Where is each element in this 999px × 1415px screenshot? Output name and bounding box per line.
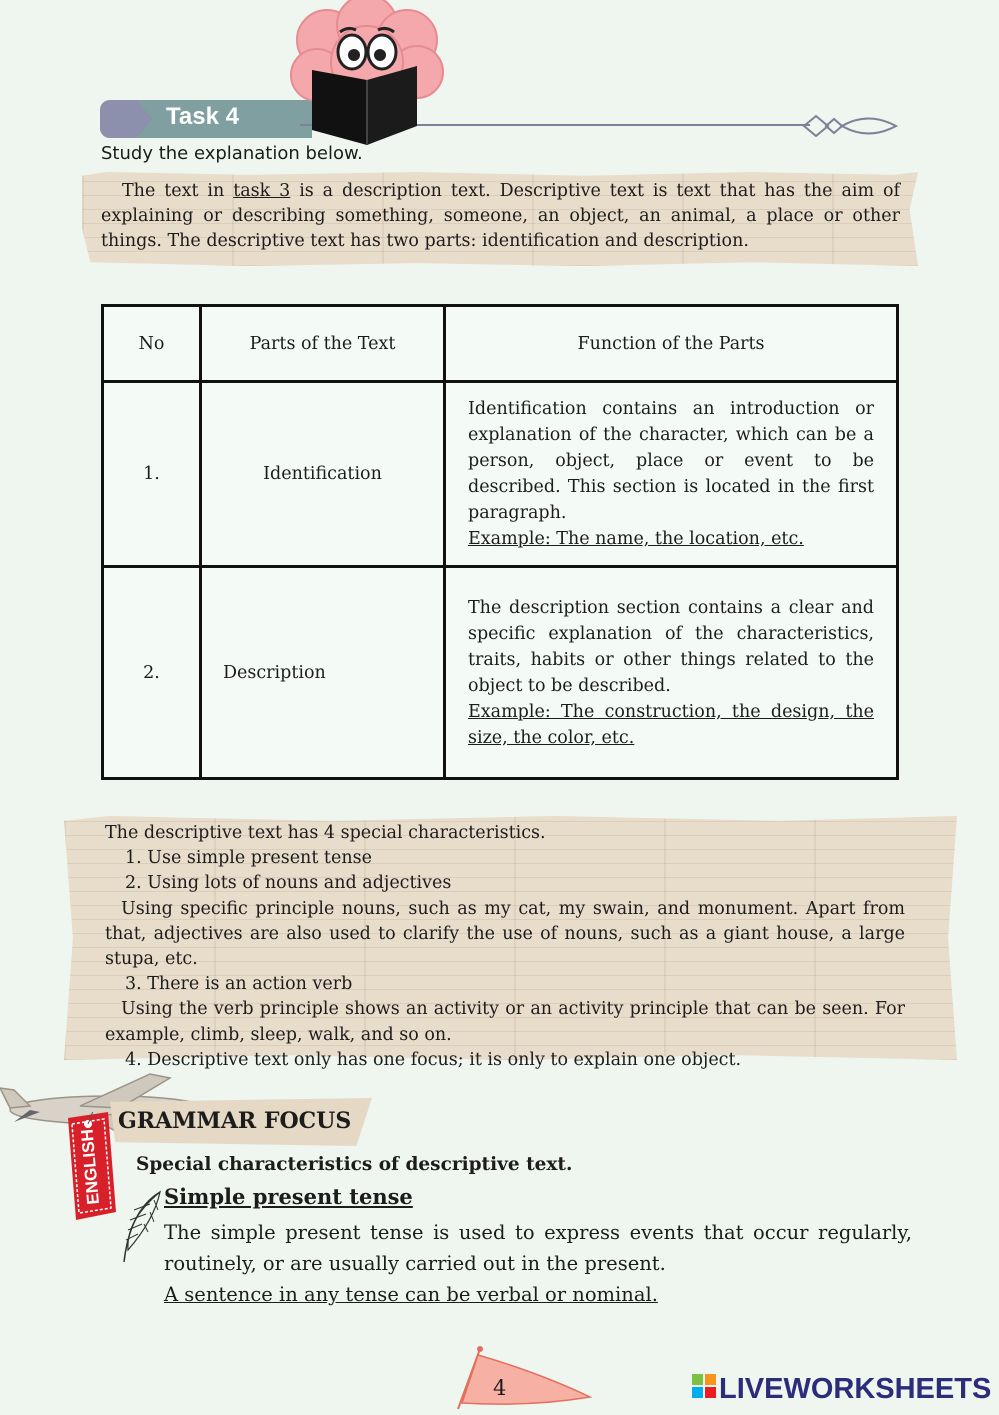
brain-mascot-icon — [282, 0, 452, 150]
task-3-link[interactable]: task 3 — [233, 181, 291, 201]
table-row — [103, 382, 898, 567]
header-no: No — [103, 306, 201, 382]
task-title: Task 4 — [166, 103, 239, 130]
list-item: 3. There is an action verb — [125, 974, 353, 995]
liveworksheets-brand[interactable]: LIVEWORKSHEETS — [719, 1373, 992, 1405]
list-item: 4. Descriptive text only has one focus; it is only to explain one object. — [125, 1049, 742, 1070]
characteristics-intro: The descriptive text has 4 special characteristics. — [105, 823, 546, 843]
grammar-note: A sentence in any tense can be verbal or nominal. — [164, 1283, 658, 1306]
instruction-text: Study the explanation below. — [101, 143, 363, 164]
ornament-icon — [800, 113, 900, 139]
pennant-icon — [450, 1345, 600, 1411]
list-item-detail: Using specific principle nouns, such as my cat, my swain, and monument. Apart from that, adjectives are also used to clarify the use of nouns, such as a giant house, a large stupa, etc. — [105, 898, 905, 970]
characteristics-list — [105, 821, 905, 1073]
english-tag-icon — [62, 1112, 118, 1224]
row-part: Description — [201, 567, 445, 779]
grammar-subtitle: Special characteristics of descriptive text. — [136, 1154, 573, 1175]
row-number: 2. — [103, 567, 201, 779]
function-example: Example: The name, the location, etc. — [468, 529, 804, 549]
row-number: 1. — [103, 382, 201, 567]
row-function — [445, 567, 898, 779]
row-part: Identification — [201, 382, 445, 567]
header-function: Function of the Parts — [445, 306, 898, 382]
list-item-detail: Using the verb principle shows an activity or an activity principle that can be seen. For example, climb, sleep, walk, and so on. — [105, 999, 905, 1045]
grammar-focus-title: GRAMMAR FOCUS — [118, 1108, 352, 1134]
simple-present-heading: Simple present tense — [164, 1184, 413, 1209]
function-example: Example: The construction, the design, the size, the color, etc. — [468, 701, 874, 748]
page-number: 4 — [493, 1376, 507, 1400]
header-parts: Parts of the Text — [201, 306, 445, 382]
row-function — [445, 382, 898, 567]
list-item: 1. Use simple present tense — [125, 848, 372, 869]
function-text: The description section contains a clear and specific explanation of the characteristics, traits, habits or other things related to the object to be described. — [468, 597, 874, 696]
table-header-row — [103, 306, 898, 382]
liveworksheets-logo-icon — [692, 1374, 716, 1400]
grammar-body — [164, 1217, 912, 1310]
list-item: 2. Using lots of nouns and adjectives — [125, 873, 452, 894]
function-text: Identification contains an introduction or explanation of the character, which can be a person, object, place or event to be described. This section is located in the first paragraph. — [468, 399, 874, 523]
intro-paragraph: The text in task 3 is a description text. Descriptive text is text that has the aim of explaining or describing something, someone, an object, an animal, a place or other things. The descriptive text has two parts: identification and description. — [101, 181, 900, 251]
grammar-explanation: The simple present tense is used to express events that occur regularly, routinely, or are usually carried out in the present. — [164, 1221, 912, 1275]
feather-icon — [120, 1190, 164, 1266]
svg-text:ENGLISH: ENGLISH — [77, 1128, 103, 1206]
text-parts-table — [101, 304, 899, 780]
table-row — [103, 567, 898, 779]
